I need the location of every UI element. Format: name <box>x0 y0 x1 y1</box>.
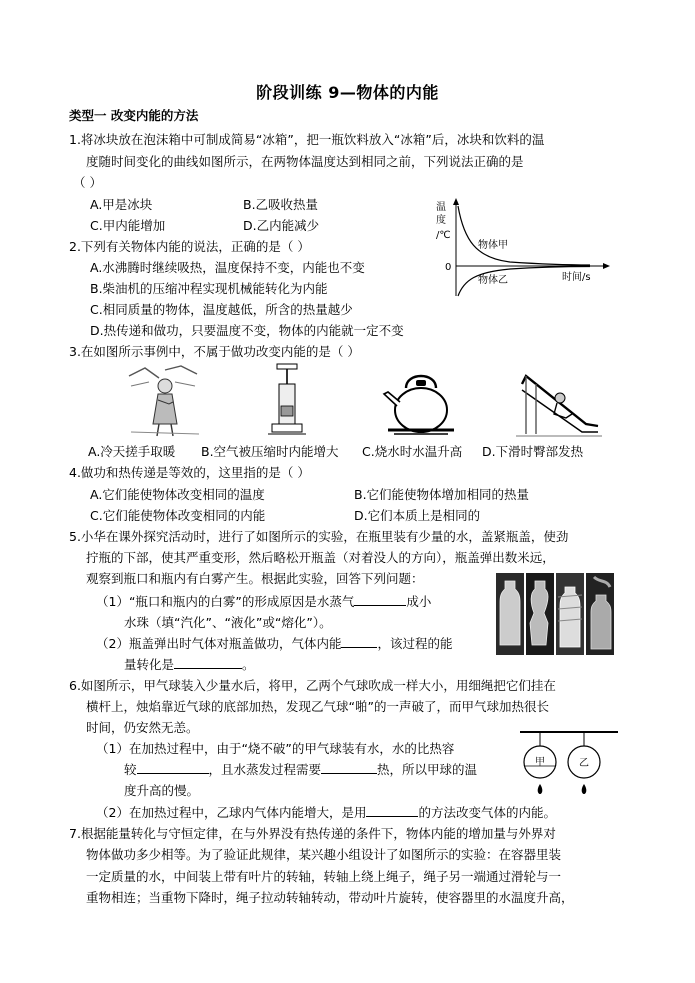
q6-sub1-line3: 度升高的慢。 <box>124 783 200 798</box>
q1-option-b: B.乙吸收热量 <box>243 197 319 212</box>
graph-series-b-label: 物体乙 <box>478 275 508 286</box>
q6-sub1-line2: 较 ，且水蒸发过程需要 热，所以甲球的温 <box>124 762 478 777</box>
q6-sub1-line1: （1）在加热过程中，由于“烧不破”的甲气球装有水，水的比热容 <box>96 741 455 756</box>
graph-xlabel: 时间/s <box>562 272 591 283</box>
q6-blank-2[interactable] <box>321 760 377 774</box>
q5-text-line1: 5.小华在课外探究活动时，进行了如图所示的实验，在瓶里装有少量的水，盖紧瓶盖，使劲 <box>69 529 569 544</box>
q5-blank-1[interactable] <box>354 592 406 606</box>
q7-text-line1: 7.根据能量转化与守恒定律，在与外界没有热传递的条件下，物体内能的增加量与外界对 <box>69 826 556 841</box>
balloons-over-candles-figure <box>516 726 622 800</box>
q5-text-line3: 观察到瓶口和瓶内有白雾产生。根据此实验，回答下列问题： <box>86 571 424 586</box>
q1-option-d: D.乙内能减少 <box>243 218 320 233</box>
q5-sub1-line2: 水珠（填“汽化”、“液化”或“熔化”）。 <box>124 615 332 630</box>
q7-text-line2: 物体做功多少相等。为了验证此规律，某兴趣小组设计了如图所示的实验：在容器里装 <box>86 847 562 862</box>
graph-ylabel-1: 温 <box>436 202 446 213</box>
q3-option-a: A.冷天搓手取暖 <box>88 444 176 459</box>
q4-option-a: A.它们能使物体改变相同的温度 <box>90 487 265 502</box>
q2-option-b: B.柴油机的压缩冲程实现机械能转化为内能 <box>90 281 328 296</box>
q3-option-c: C.烧水时水温升高 <box>362 444 463 459</box>
q4-text-line1: 4.做功和热传递是等效的，这里指的是（ ） <box>69 465 310 480</box>
q3-option-b: B.空气被压缩时内能增大 <box>201 444 339 459</box>
q4-option-c: C.它们能使物体改变相同的内能 <box>90 508 266 523</box>
q7-text-line3: 一定质量的水，中间装上带有叶片的转轴，转轴上绕上绳子，绳子另一端通过滑轮与一 <box>86 869 562 884</box>
q5-sub1-line1: （1）“瓶口和瓶内的白雾”的形成原因是水蒸气 成小 <box>96 594 432 609</box>
slide-picture <box>512 364 604 440</box>
q6-sub2-line1: （2）在加热过程中，乙球内气体内能增大，是用 的方法改变气体的内能。 <box>96 805 556 820</box>
balloon-a-label: 甲 <box>535 757 545 768</box>
section-heading: 类型一 改变内能的方法 <box>69 108 199 123</box>
q2-option-a: A.水沸腾时继续吸热，温度保持不变，内能也不变 <box>90 260 365 275</box>
q2-option-d: D.热传递和做功，只要温度不变，物体的内能就一定不变 <box>90 323 404 338</box>
graph-ylabel-3: /℃ <box>436 230 451 241</box>
q1-option-c: C.甲内能增加 <box>90 218 166 233</box>
q6-text-line1: 6.如图所示，甲气球装入少量水后，将甲，乙两个气球吹成一样大小，用细绳把它们挂在 <box>69 678 556 693</box>
q1-text-line2: 度随时间变化的曲线如图所示，在两物体温度达到相同之前，下列说法正确的是 <box>86 154 524 169</box>
balloon-b-label: 乙 <box>579 758 589 769</box>
bottle-experiment-photos <box>496 573 614 655</box>
q5-sub2-line2: 量转化是 。 <box>124 657 255 672</box>
q4-option-d: D.它们本质上是相同的 <box>354 508 481 523</box>
q5-text-line2: 拧瓶的下部，使其严重变形，然后略松开瓶盖（对着没人的方向），瓶盖弹出数米远， <box>86 550 555 565</box>
q6-blank-1[interactable] <box>137 760 209 774</box>
q1-answer-paren: （ ） <box>73 175 102 190</box>
q1-text-line1: 1.将冰块放在泡沫箱中可制成简易“冰箱”，把一瓶饮料放入“冰箱”后，冰块和饮料的温 <box>69 132 545 147</box>
q5-blank-3[interactable] <box>174 655 242 669</box>
temperature-time-graph <box>430 196 615 306</box>
q5-blank-2[interactable] <box>341 634 377 648</box>
graph-series-a-label: 物体甲 <box>478 240 508 251</box>
q5-sub2-line1: （2）瓶盖弹出时气体对瓶盖做功，气体内能 ，该过程的能 <box>96 636 453 651</box>
kettle-picture <box>380 364 462 440</box>
q6-blank-3[interactable] <box>366 803 418 817</box>
graph-origin-label: 0 <box>445 262 452 273</box>
q2-option-c: C.相同质量的物体，温度越低，所含的热量越少 <box>90 302 353 317</box>
q6-text-line2: 横杆上，烛焰靠近气球的底部加热，发现乙气球“啪”的一声破了，而甲气球加热很长 <box>86 699 549 714</box>
air-pump-picture <box>262 362 312 440</box>
graph-ylabel-2: 度 <box>436 215 446 226</box>
q4-option-b: B.它们能使物体增加相同的热量 <box>354 487 530 502</box>
q3-option-d: D.下滑时臀部发热 <box>482 444 584 459</box>
q1-option-a: A.甲是冰块 <box>90 197 153 212</box>
q7-text-line4: 重物相连；当重物下降时，绳子拉动转轴转动，带动叶片旋转，使容器里的水温度升高， <box>86 890 574 905</box>
q6-text-line3: 时间，仍安然无恙。 <box>86 720 199 735</box>
q2-text-line1: 2.下列有关物体内能的说法，正确的是（ ） <box>69 239 310 254</box>
q3-text-line1: 3.在如图所示事例中，不属于做功改变内能的是（ ） <box>69 344 360 359</box>
page-title: 阶段训练 9—物体的内能 <box>256 83 439 102</box>
rubbing-hands-picture <box>125 362 205 440</box>
